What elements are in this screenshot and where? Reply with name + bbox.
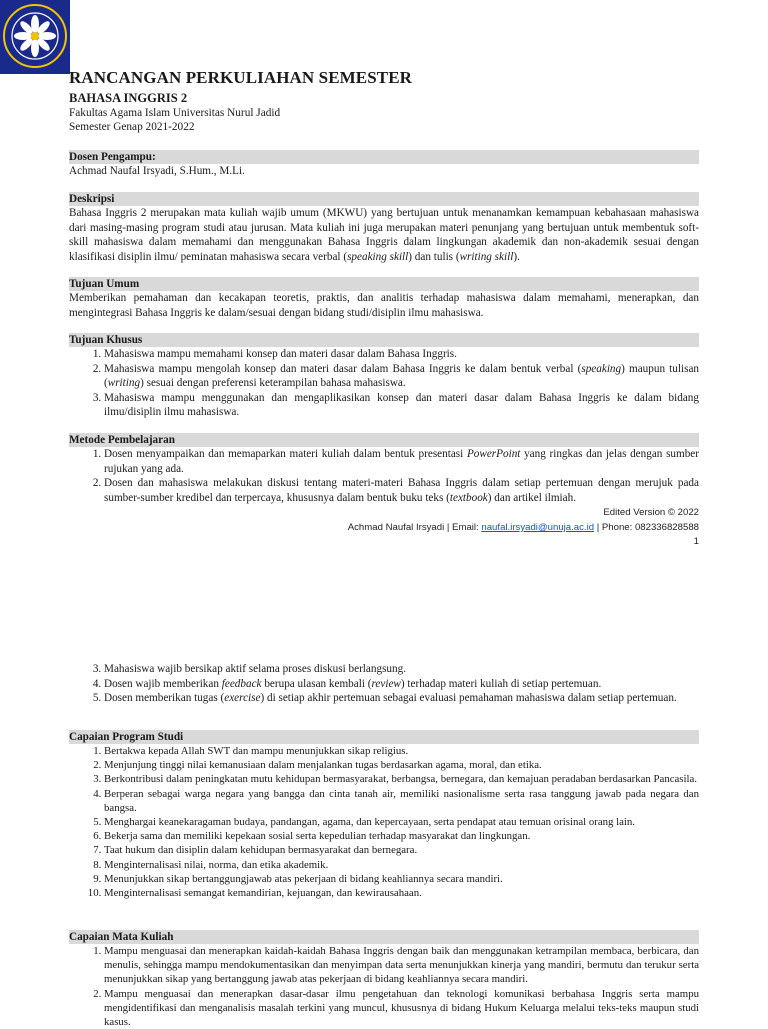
list-item: 3. Mahasiswa mampu menggunakan dan mengaplikasikan konsep dan materi dasar dalam Bahasa Inggris ke dalam bidang ilmu/disiplin ilmu mahasiswa. xyxy=(104,391,699,420)
list-item: 5. Dosen memberikan tugas (exercise) di setiap akhir pertemuan sebagai evaluasi pemahaman mahasiswa dalam setiap pertemuan. xyxy=(104,691,699,706)
methods-list-page1 xyxy=(69,447,699,505)
list-item: 4. Berperan sebagai warga negara yang bangga dan cinta tanah air, memiliki nasionalisme serta rasa tanggung jawab pada negara dan bangsa. xyxy=(104,787,699,815)
list-item: 2. Menjunjung tinggi nilai kemanusiaan dalam menjalankan tugas berdasarkan agama, moral, dan etika. xyxy=(104,758,699,772)
footer-contact: Achmad Naufal Irsyadi | Email: naufal.irsyadi@unuja.ac.id | Phone: 082336828588 xyxy=(347,522,699,533)
list-item: 2. Dosen dan mahasiswa melakukan diskusi tentang materi-materi Bahasa Inggris dalam setiap pertemuan dengan merujuk pada sumber-sumber kredibel dan terpercaya, khususnya dalam bentuk buku teks (textbook) dan artikel ilmiah. xyxy=(104,476,699,505)
specific-objectives-list xyxy=(69,347,699,420)
section-heading-dosen: Dosen Pengampu: xyxy=(69,150,699,164)
footer-edited: Edited Version © 2022 xyxy=(603,507,699,518)
section-heading-deskripsi: Deskripsi xyxy=(69,192,699,206)
list-item: 1. Mahasiswa mampu memahami konsep dan materi dasar dalam Bahasa Inggris. xyxy=(104,347,699,362)
list-item: 10. Menginternalisasi semangat kemandirian, kejuangan, dan kewirausahaan. xyxy=(104,886,699,900)
section-heading-capaian-prodi: Capaian Program Studi xyxy=(69,730,699,744)
list-item: 8. Menginternalisasi nilai, norma, dan etika akademik. xyxy=(104,858,699,872)
section-heading-tujuan-umum: Tujuan Umum xyxy=(69,277,699,291)
list-item: 2. Mampu menguasai dan menerapkan dasar-dasar ilmu pengetahuan dan teknologi komunikasi berbahasa Inggris serta mampu mengidentifikasi dan menganalisis masalah terkini yang muncul, khususnya di bidang Hukum Keluarga melalui teks-teks maupun studi kasus. xyxy=(104,987,699,1029)
course-outcomes-list xyxy=(69,944,699,1029)
section-heading-capaian-mk: Capaian Mata Kuliah xyxy=(69,930,699,944)
list-item: 7. Taat hukum dan disiplin dalam kehidupan bermasyarakat dan bernegara. xyxy=(104,843,699,857)
section-heading-metode: Metode Pembelajaran xyxy=(69,433,699,447)
document-title: RANCANGAN PERKULIAHAN SEMESTER xyxy=(69,68,413,87)
lecturer-name: Achmad Naufal Irsyadi, S.Hum., M.Li. xyxy=(69,165,245,177)
list-item: 1. Mampu menguasai dan menerapkan kaidah-kaidah Bahasa Inggris dengan baik dan menggunakan ketrampilan membaca, berbicara, dan menulis, sehingga mampu mendokumentasikan dan menyimpan data serta menunjukkan kinerja yang mandiri, bermutu dan terukur serta menunjukkan sikap yang bertanggung jawab atas pekerjaan di bidang keahliannya secara mandiri. xyxy=(104,944,699,987)
semester-label: Semester Genap 2021-2022 xyxy=(69,121,195,133)
list-item: 1. Bertakwa kepada Allah SWT dan mampu menunjukkan sikap religius. xyxy=(104,744,699,758)
page-number: 1 xyxy=(693,536,699,547)
list-item: 6. Bekerja sama dan memiliki kepekaan sosial serta kepedulian terhadap masyarakat dan lingkungan. xyxy=(104,829,699,843)
email-link[interactable]: naufal.irsyadi@unuja.ac.id xyxy=(481,522,595,533)
list-item: 3. Berkontribusi dalam peningkatan mutu kehidupan bermasyarakat, berbangsa, bernegara, dan kemajuan peradaban berdasarkan Pancasila. xyxy=(104,772,699,786)
program-outcomes-list xyxy=(69,744,699,900)
course-name: BAHASA INGGRIS 2 xyxy=(69,91,188,105)
list-item: 2. Mahasiswa mampu mengolah konsep dan materi dasar dalam Bahasa Inggris ke dalam bentuk verbal (speaking) maupun tulisan (writing) sesuai dengan preferensi keterampilan bahasa mahasiswa. xyxy=(104,362,699,391)
methods-list-page2 xyxy=(69,662,699,706)
list-item: 4. Dosen wajib memberikan feedback berupa ulasan kembali (review) terhadap materi kuliah di setiap pertemuan. xyxy=(104,677,699,692)
university-logo xyxy=(0,0,70,74)
list-item: 5. Menghargai keanekaragaman budaya, pandangan, agama, dan kepercayaan, serta pendapat atau temuan orisinal orang lain. xyxy=(104,815,699,829)
list-item: 3. Mahasiswa wajib bersikap aktif selama proses diskusi berlangsung. xyxy=(104,662,699,677)
general-objective-paragraph: Memberikan pemahaman dan kecakapan teoretis, praktis, dan analitis terhadap mahasiswa dalam memahami, menerapkan, dan mengintegrasi Bahasa Inggris ke dalam/sesuai dengan bidang studi/disiplin ilmu mahasiswa. xyxy=(69,292,699,319)
faculty-name: Fakultas Agama Islam Universitas Nurul Jadid xyxy=(69,107,281,119)
list-item: 1. Dosen menyampaikan dan memaparkan materi kuliah dalam bentuk presentasi PowerPoint yang ringkas dan jelas dengan sumber rujukan yang ada. xyxy=(104,447,699,476)
list-item: 9. Menunjukkan sikap bertanggungjawab atas pekerjaan di bidang keahliannya secara mandiri. xyxy=(104,872,699,886)
description-paragraph: Bahasa Inggris 2 merupakan mata kuliah wajib umum (MKWU) yang bertujuan untuk menanamkan kemampuan kebahasaan mahasiswa dari masing-masing program studi atau jurusan. Mata kuliah ini juga merupakan materi penunjang yang bertujuan untuk membentuk soft-skill mahasiswa dalam memahami dan menggunakan Bahasa Inggris dalam lingkungan akademik dan non-akademik sesuai dengan klasifikasi disiplin ilmu/ peminatan mahasiswa secara verbal (speaking skill) dan tulis (writing skill). xyxy=(69,207,699,263)
section-heading-tujuan-khusus: Tujuan Khusus xyxy=(69,333,699,347)
